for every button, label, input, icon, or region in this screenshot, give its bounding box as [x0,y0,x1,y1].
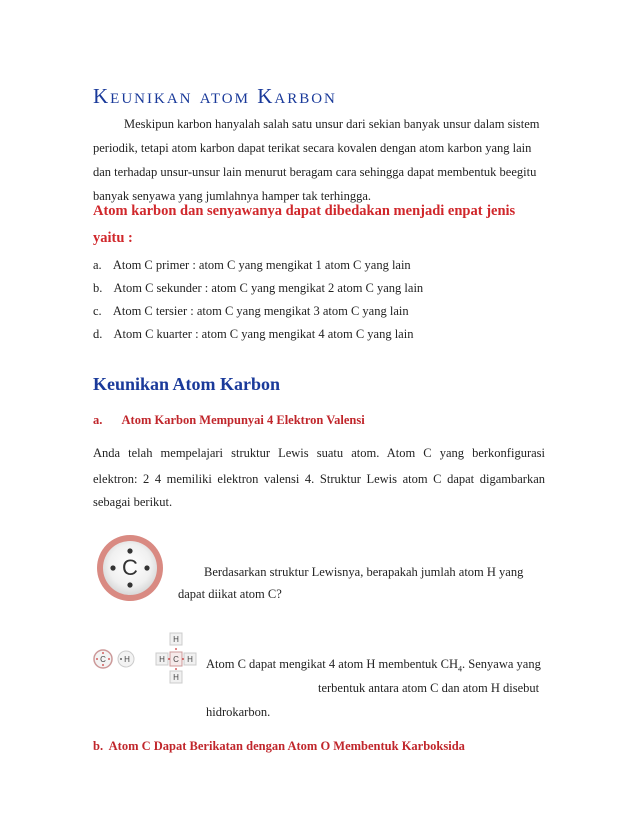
list-item [93,258,411,273]
ch4-line-2: terbentuk antara atom C dan atom H disebut [318,681,540,695]
atom-symbol: H [173,635,179,644]
subheading-b: b. Atom C Dapat Berikatan dengan Atom O Membentuk Karboksida [93,739,465,753]
electron-dot [144,565,149,570]
list-item [93,281,423,296]
carbon-symbol: C [122,555,138,580]
ch4-line-3: hidrokarbon. [206,705,271,719]
page-title: Keunikan atom Karbon [93,84,337,108]
list-marker: b. [93,281,103,295]
list-item [93,304,409,319]
list-text: Atom C tersier : atom C yang mengikat 3 atom C yang lain [112,304,409,318]
types-heading-line-2: yaitu : [93,230,133,246]
lewis-line-3: sebagai berikut. [93,495,173,509]
ch4-subscript: 4 [458,664,463,674]
electron-dot [110,565,115,570]
list-marker: c. [93,304,102,318]
atom-symbol: C [100,655,106,664]
intro-line-3: dan terhadap unsur-unsur lain menurut beragam cara sehingga dapat membentuk beegitu [93,165,537,179]
ch4-lewis-image [92,625,200,695]
subheading-a [93,413,365,428]
lewis-line-1: Anda telah mempelajari struktur Lewis suatu atom. Atom C yang berkonfigurasi [93,446,545,460]
question-line-1: Berdasarkan struktur Lewisnya, berapakah jumlah atom H yang [204,565,524,579]
intro-line-2: periodik, tetapi atom karbon dapat terikat secara kovalen dengan atom karbon yang lain [93,141,532,155]
lewis-carbon-image [94,532,166,604]
atom-symbol: H [124,655,130,664]
ch4-line-1-end: . Senyawa yang [462,657,541,671]
electron-dot [127,548,132,553]
atom-symbol: C [173,655,179,664]
intro-line-4: banyak senyawa yang jumlahnya hamper tak terhingga. [93,189,372,203]
list-marker: a. [93,258,102,272]
list-text: Atom C sekunder : atom C yang mengikat 2 atom C yang lain [113,281,424,295]
lewis-line-2: elektron: 2 4 memiliki elektron valensi 4. Struktur Lewis atom C dapat digambarkan [93,472,545,486]
subheading-marker: a. [93,413,103,427]
subheading-text: Atom Karbon Mempunyai 4 Elektron Valensi [121,413,365,427]
atom-symbol: H [187,655,193,664]
electron-dot [127,582,132,587]
question-line-2: dapat diikat atom C? [178,587,282,601]
list-marker: d. [93,327,103,341]
list-text: Atom C primer : atom C yang mengikat 1 atom C yang lain [112,258,411,272]
atom-symbol: H [173,673,179,682]
section-heading: Keunikan Atom Karbon [93,374,281,394]
list-text: Atom C kuarter : atom C yang mengikat 4 atom C yang lain [113,327,414,341]
list-item [93,327,413,342]
atom-symbol: H [159,655,165,664]
intro-line-1: Meskipun karbon hanyalah salah satu unsur dari sekian banyak unsur dalam sistem [124,117,540,131]
types-heading-line-1: Atom karbon dan senyawanya dapat dibedakan menjadi enpat jenis [93,203,516,219]
ch4-line-1-text: Atom C dapat mengikat 4 atom H membentuk CH [206,657,459,671]
